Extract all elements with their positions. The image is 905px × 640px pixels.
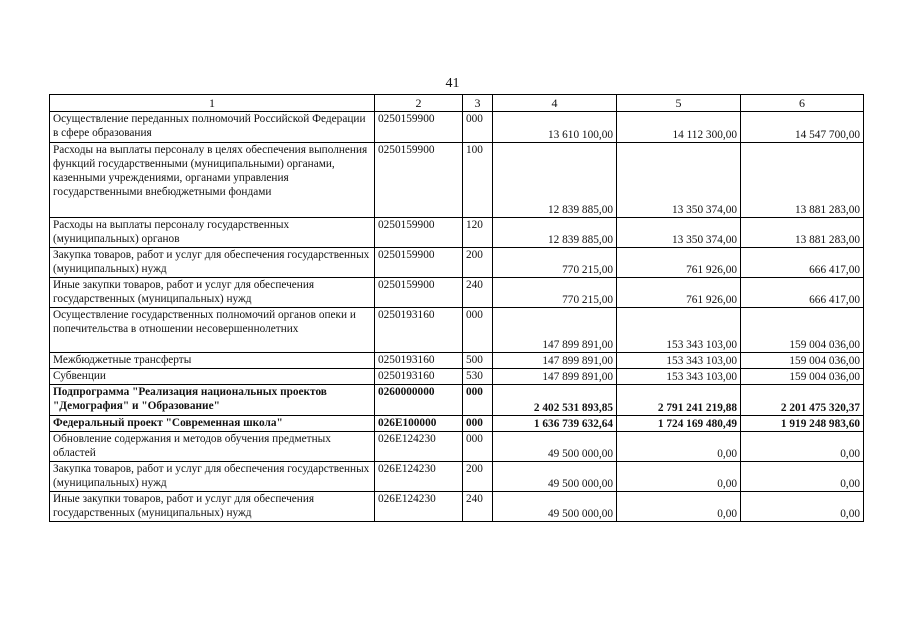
row-description: Подпрограмма "Реализация национальных проектов "Демография" и "Образование" [50, 385, 375, 416]
row-amount-col6: 159 004 036,00 [741, 308, 864, 353]
table-row [50, 218, 864, 248]
row-amount-col6: 666 417,00 [741, 278, 864, 308]
row-type-code: 240 [463, 492, 493, 522]
row-description: Расходы на выплаты персоналу в целях обеспечения выполнения функций государственными (муниципальными) органами, казенными учреждениями, органами управления государственными внебюджетными фондами [50, 143, 375, 218]
row-code: 026E124230 [375, 462, 463, 492]
budget-table [49, 94, 864, 522]
row-amount-col5: 153 343 103,00 [617, 369, 741, 385]
header-col-1: 1 [50, 95, 375, 112]
row-code: 0250193160 [375, 308, 463, 353]
row-amount-col4: 147 899 891,00 [493, 369, 617, 385]
row-amount-col4: 147 899 891,00 [493, 353, 617, 369]
row-amount-col5: 14 112 300,00 [617, 112, 741, 143]
row-type-code: 200 [463, 248, 493, 278]
row-amount-col5: 1 724 169 480,49 [617, 416, 741, 432]
row-code: 0250159900 [375, 112, 463, 143]
row-type-code: 100 [463, 143, 493, 218]
row-amount-col6: 14 547 700,00 [741, 112, 864, 143]
row-amount-col4: 13 610 100,00 [493, 112, 617, 143]
table-row [50, 385, 864, 416]
header-col-5: 5 [617, 95, 741, 112]
row-amount-col5: 0,00 [617, 432, 741, 462]
row-amount-col5: 13 350 374,00 [617, 143, 741, 218]
row-type-code: 120 [463, 218, 493, 248]
row-description: Осуществление государственных полномочий органов опеки и попечительства в отношении несовершеннолетних [50, 308, 375, 353]
row-code: 0250159900 [375, 143, 463, 218]
row-amount-col6: 0,00 [741, 432, 864, 462]
row-amount-col5: 13 350 374,00 [617, 218, 741, 248]
row-type-code: 000 [463, 416, 493, 432]
row-description: Федеральный проект "Современная школа" [50, 416, 375, 432]
row-amount-col6: 159 004 036,00 [741, 369, 864, 385]
row-type-code: 000 [463, 432, 493, 462]
table-row [50, 248, 864, 278]
row-description: Осуществление переданных полномочий Российской Федерации в сфере образования [50, 112, 375, 143]
row-amount-col4: 770 215,00 [493, 278, 617, 308]
row-amount-col6: 2 201 475 320,37 [741, 385, 864, 416]
row-type-code: 200 [463, 462, 493, 492]
row-amount-col6: 666 417,00 [741, 248, 864, 278]
row-amount-col4: 49 500 000,00 [493, 462, 617, 492]
row-amount-col4: 2 402 531 893,85 [493, 385, 617, 416]
row-type-code: 000 [463, 308, 493, 353]
row-description: Расходы на выплаты персоналу государственных (муниципальных) органов [50, 218, 375, 248]
row-amount-col6: 13 881 283,00 [741, 143, 864, 218]
row-amount-col5: 153 343 103,00 [617, 308, 741, 353]
table-row [50, 492, 864, 522]
row-description: Закупка товаров, работ и услуг для обеспечения государственных (муниципальных) нужд [50, 462, 375, 492]
row-amount-col4: 49 500 000,00 [493, 432, 617, 462]
row-amount-col5: 2 791 241 219,88 [617, 385, 741, 416]
row-code: 0250193160 [375, 353, 463, 369]
header-col-4: 4 [493, 95, 617, 112]
row-description: Межбюджетные трансферты [50, 353, 375, 369]
table-row [50, 416, 864, 432]
header-col-6: 6 [741, 95, 864, 112]
table-row [50, 143, 864, 218]
header-row [50, 95, 864, 112]
row-type-code: 530 [463, 369, 493, 385]
row-description: Иные закупки товаров, работ и услуг для обеспечения государственных (муниципальных) нужд [50, 278, 375, 308]
row-type-code: 000 [463, 112, 493, 143]
table-row [50, 462, 864, 492]
row-code: 0250193160 [375, 369, 463, 385]
table-row [50, 112, 864, 143]
row-amount-col5: 761 926,00 [617, 248, 741, 278]
table-row [50, 432, 864, 462]
row-amount-col5: 0,00 [617, 462, 741, 492]
row-amount-col4: 147 899 891,00 [493, 308, 617, 353]
row-type-code: 500 [463, 353, 493, 369]
row-type-code: 000 [463, 385, 493, 416]
row-amount-col5: 153 343 103,00 [617, 353, 741, 369]
row-amount-col4: 49 500 000,00 [493, 492, 617, 522]
row-amount-col6: 13 881 283,00 [741, 218, 864, 248]
row-amount-col4: 770 215,00 [493, 248, 617, 278]
table-row [50, 353, 864, 369]
page-number: 41 [445, 76, 460, 91]
row-amount-col4: 12 839 885,00 [493, 218, 617, 248]
row-amount-col5: 761 926,00 [617, 278, 741, 308]
row-amount-col4: 12 839 885,00 [493, 143, 617, 218]
row-code: 026E124230 [375, 432, 463, 462]
row-code: 0250159900 [375, 278, 463, 308]
row-code: 026E100000 [375, 416, 463, 432]
row-description: Субвенции [50, 369, 375, 385]
row-amount-col6: 0,00 [741, 492, 864, 522]
row-code: 0260000000 [375, 385, 463, 416]
table-row [50, 308, 864, 353]
row-code: 0250159900 [375, 218, 463, 248]
row-description: Иные закупки товаров, работ и услуг для обеспечения государственных (муниципальных) нужд [50, 492, 375, 522]
row-code: 026E124230 [375, 492, 463, 522]
row-amount-col6: 159 004 036,00 [741, 353, 864, 369]
row-description: Закупка товаров, работ и услуг для обеспечения государственных (муниципальных) нужд [50, 248, 375, 278]
row-amount-col6: 0,00 [741, 462, 864, 492]
row-code: 0250159900 [375, 248, 463, 278]
row-type-code: 240 [463, 278, 493, 308]
table-row [50, 278, 864, 308]
row-amount-col6: 1 919 248 983,60 [741, 416, 864, 432]
table-row [50, 369, 864, 385]
row-description: Обновление содержания и методов обучения предметных областей [50, 432, 375, 462]
header-col-2: 2 [375, 95, 463, 112]
header-col-3: 3 [463, 95, 493, 112]
row-amount-col4: 1 636 739 632,64 [493, 416, 617, 432]
row-amount-col5: 0,00 [617, 492, 741, 522]
